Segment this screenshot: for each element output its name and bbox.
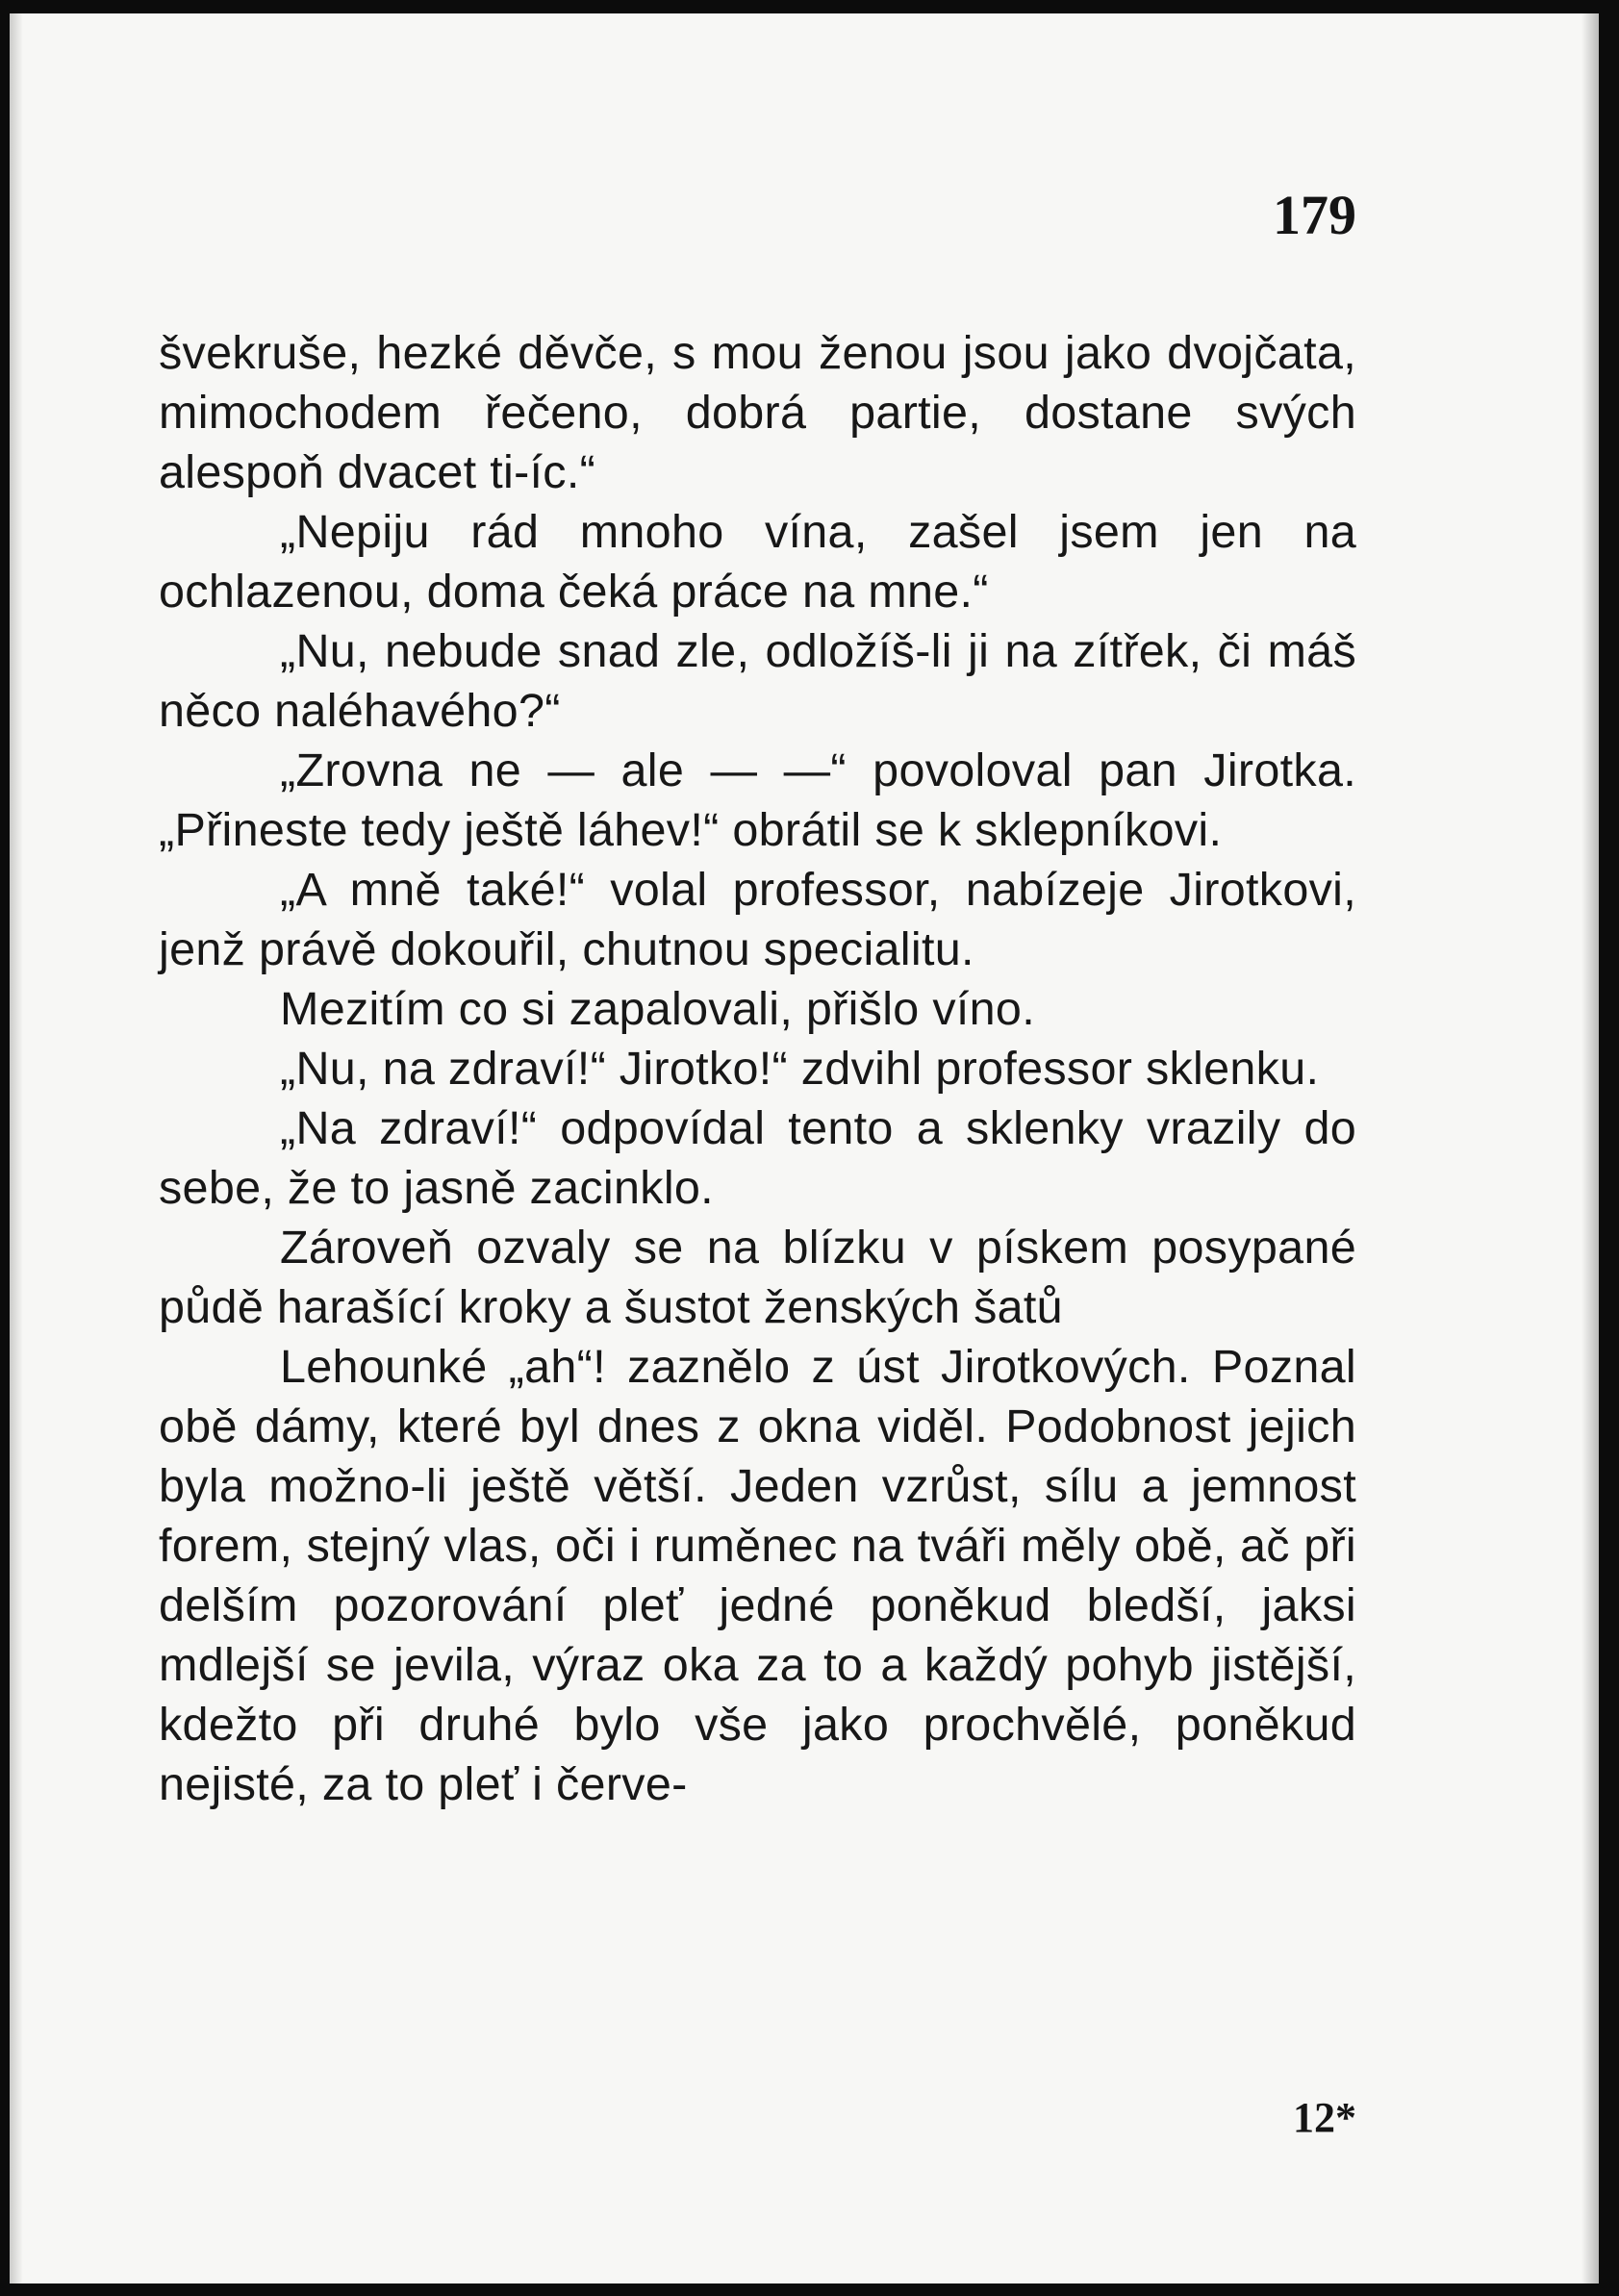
paragraph-3: „Nu, nebude snad zle, odložíš-li ji na zítřek, či máš něco naléhavého?“: [159, 625, 1356, 737]
body-text: [159, 323, 1356, 1814]
signature-mark: 12*: [1293, 2094, 1356, 2141]
right-edge-shadow: [1581, 13, 1599, 2283]
paragraph-2: „Nepiju rád mnoho vína, zašel jsem jen na ochlazenou, doma čeká práce na mne.“: [159, 506, 1356, 618]
paragraph-1: švekruše, hezké děvče, s mou ženou jsou jako dvojčata, mimochodem řečeno, dobrá partie, dostane svých alespoň dvacet ti-íc.“: [159, 327, 1356, 498]
paper-sheet: [10, 13, 1599, 2283]
paragraph-10: Lehounké „ah“! zaznělo z úst Jirotkových. Poznal obě dámy, které byl dnes z okna viděl. Podobnost jejich byla možno-li ještě větší. Jeden vzrůst, sílu a jemnost forem, stejný vlas, oči i ruměnec na tváři měly obě, ač při delším pozorování pleť jedné poněkud bledší, jaksi mdlejší se jevila, výraz oka za to a každý pohyb jistější, kdežto při druhé bylo vše jako prochvělé, poněkud nejisté, za to pleť i červe-: [159, 1341, 1356, 1810]
paragraph-7: „Nu, na zdraví!“ Jirotko!“ zdvihl professor sklenku.: [280, 1043, 1320, 1095]
left-edge-shadow: [10, 13, 23, 2283]
paragraph-6: Mezitím co si zapalovali, přišlo víno.: [280, 983, 1035, 1035]
paragraph-9: Zároveň ozvaly se na blízku v pískem posypané půdě harašící kroky a šustot ženských šatů: [159, 1222, 1356, 1333]
page-number: 179: [1273, 184, 1356, 246]
paragraph-8: „Na zdraví!“ odpovídal tento a sklenky vrazily do sebe, že to jasně zacinklo.: [159, 1102, 1356, 1214]
paragraph-4: „Zrovna ne — ale — —“ povoloval pan Jirotka. „Přineste tedy ještě láhev!“ obrátil se k sklepníkovi.: [159, 744, 1356, 856]
paragraph-5: „A mně také!“ volal professor, nabízeje Jirotkovi, jenž právě dokouřil, chutnou specialitu.: [159, 864, 1356, 975]
